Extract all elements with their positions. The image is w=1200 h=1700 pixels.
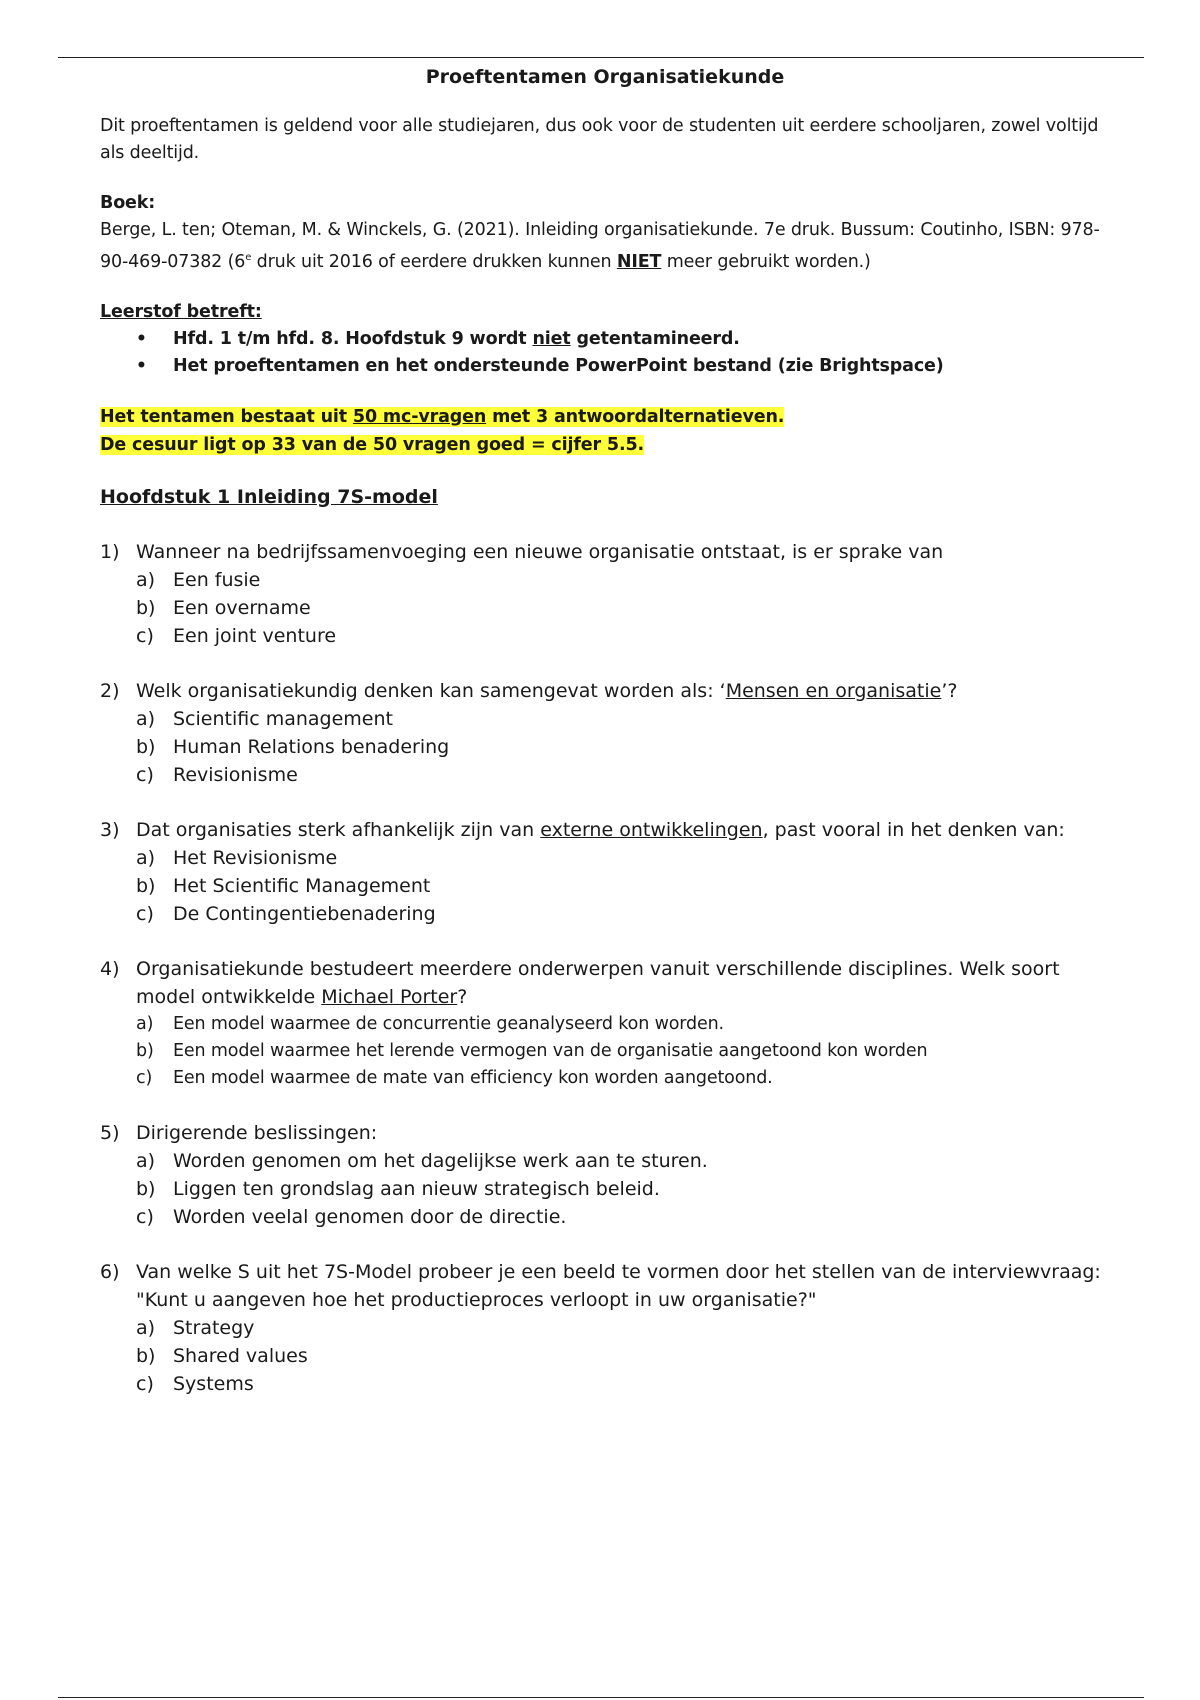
option-letter: b) [136,874,156,897]
option-letter: a) [136,707,156,730]
option-list [100,705,1110,789]
option-item [136,761,1110,789]
book-reference-part3: meer gebruikt worden.) [661,251,871,272]
option-text: Een overname [173,596,311,619]
option-text: Een joint venture [173,624,337,647]
question-text [136,1258,1110,1314]
option-text: Human Relations benadering [173,735,450,758]
exam-info-line1 [100,407,784,427]
question-text-line1: Van welke S uit het 7S-Model probeer je een beeld te vormen door het stellen van de interviewvraag: [136,1260,1101,1283]
option-list [100,844,1110,928]
question-1 [100,538,1110,650]
question-text [136,816,1110,844]
list-item [100,353,1110,380]
question-number: 2) [100,679,120,702]
book-heading: Boek: [100,193,156,213]
question-text: Wanneer na bedrijfssamenvoeging een nieuwe organisatie ontstaat, is er sprake van [136,540,944,563]
option-letter: b) [136,1040,154,1061]
option-letter: a) [136,1316,156,1339]
option-text: Liggen ten grondslag aan nieuw strategisch beleid. [173,1177,660,1200]
document-title: Proeftentamen Organisatiekunde [425,66,785,88]
option-text: Scientific management [173,707,393,730]
question-list [100,538,1110,1398]
option-list [100,566,1110,650]
question-text-emphasis: Michael Porter [321,985,458,1008]
question-number: 4) [100,957,120,980]
question-text-part1: Welk organisatiekundig denken kan samengevat worden als: ‘ [136,679,726,702]
exam-info-block [100,403,1110,459]
option-text: Een model waarmee de concurrentie geanalyseerd kon worden. [173,1013,724,1034]
option-letter: c) [136,624,154,647]
option-item [136,566,1110,594]
option-item [136,1065,1110,1092]
option-text: Het Scientific Management [173,874,431,897]
option-item [136,733,1110,761]
book-reference [100,217,1110,276]
option-text: Revisionisme [173,763,298,786]
option-item [136,900,1110,928]
book-reference-emphasis: NIET [616,251,662,272]
option-item [136,1314,1110,1342]
intro-paragraph: Dit proeftentamen is geldend voor alle studiejaren, dus ook voor de studenten uit eerdere schooljaren, zowel voltijd als deeltijd. [100,116,1099,163]
book-edition-superscript: e [245,252,252,263]
question-text [136,955,1110,1011]
option-letter: b) [136,1177,156,1200]
bottom-rule [58,1697,1144,1698]
option-item [136,1011,1110,1038]
option-list [100,1147,1110,1231]
question-number: 6) [100,1260,120,1283]
option-text: Een model waarmee het lerende vermogen van de organisatie aangetoond kon worden [173,1040,928,1061]
question-text-part2: , past vooral in het denken van: [762,818,1065,841]
option-item [136,844,1110,872]
bullet2-text: Het proeftentamen en het ondersteunde PowerPoint bestand (zie Brightspace) [173,355,944,376]
exam-info-line1-part1: Het tentamen bestaat uit [100,406,353,427]
exam-info-line1-part2: met 3 antwoordalternatieven. [486,406,785,427]
chapter-heading: Hoofdstuk 1 Inleiding 7S-model [100,485,438,508]
option-item [136,1203,1110,1231]
question-2 [100,677,1110,789]
option-letter: a) [136,1013,154,1034]
option-list [100,1314,1110,1398]
option-item [136,622,1110,650]
book-reference-part1: Berge, L. ten; Oteman, M. & Winckels, G. (2021). Inleiding organisatiekunde. 7e druk. Bussum: Coutinho, ISBN: 978-90-469-07382 (6 [100,220,1100,272]
option-letter: b) [136,735,156,758]
option-item [136,1370,1110,1398]
question-text-part2: ? [457,985,468,1008]
option-text: De Contingentiebenadering [173,902,436,925]
question-text: Dirigerende beslissingen: [136,1121,378,1144]
question-text-line2: "Kunt u aangeven hoe het productieproces verloopt in uw organisatie?" [136,1288,817,1311]
option-letter: c) [136,902,154,925]
book-reference-part2: druk uit 2016 of eerdere drukken kunnen [251,251,617,272]
question-text-emphasis: Mensen en organisatie [725,679,942,702]
option-text: Een fusie [173,568,261,591]
question-text [136,677,1110,705]
question-text-part2: ’? [941,679,958,702]
option-letter: c) [136,1372,154,1395]
option-letter: c) [136,763,154,786]
question-text-part1: Organisatiekunde bestudeert meerdere onderwerpen vanuit verschillende disciplines. Welk soort model ontwikkelde [136,957,1060,1008]
option-letter: c) [136,1067,153,1088]
question-text-part1: Dat organisaties sterk afhankelijk zijn van [136,818,541,841]
option-text: Het Revisionisme [173,846,338,869]
question-4 [100,955,1110,1092]
leerstof-heading: Leerstof betreft: [100,301,262,322]
option-text: Worden genomen om het dagelijkse werk aan te sturen. [173,1149,708,1172]
option-letter: b) [136,596,156,619]
option-text: Een model waarmee de mate van efficiency kon worden aangetoond. [173,1067,773,1088]
option-text: Systems [173,1372,254,1395]
leerstof-list [100,326,1110,380]
option-letter: a) [136,1149,156,1172]
question-number: 5) [100,1121,120,1144]
option-item [136,872,1110,900]
exam-info-line1-emphasis: 50 mc-vragen [352,406,487,427]
bullet1-emphasis: niet [532,328,571,349]
option-letter: a) [136,846,156,869]
option-letter: b) [136,1344,156,1367]
option-item [136,1175,1110,1203]
option-list [100,1011,1110,1092]
option-item [136,1147,1110,1175]
option-text: Worden veelal genomen door de directie. [173,1205,567,1228]
option-item [136,1342,1110,1370]
question-number: 1) [100,540,120,563]
bullet-icon: • [136,328,147,349]
option-item [136,594,1110,622]
option-letter: c) [136,1205,154,1228]
question-5 [100,1119,1110,1231]
question-3 [100,816,1110,928]
question-number: 3) [100,818,120,841]
option-item [136,705,1110,733]
option-text: Shared values [173,1344,308,1367]
document-page [100,58,1110,1425]
option-text: Strategy [173,1316,255,1339]
option-letter: a) [136,568,156,591]
bullet1-part1: Hfd. 1 t/m hfd. 8. Hoofdstuk 9 wordt [173,328,533,349]
question-text-emphasis: externe ontwikkelingen [540,818,763,841]
list-item [100,326,1110,353]
bullet-icon: • [136,355,147,376]
question-6 [100,1258,1110,1398]
bullet1-part2: getentamineerd. [570,328,740,349]
exam-info-line2: De cesuur ligt op 33 van de 50 vragen goed = cijfer 5.5. [100,434,644,455]
option-item [136,1038,1110,1065]
